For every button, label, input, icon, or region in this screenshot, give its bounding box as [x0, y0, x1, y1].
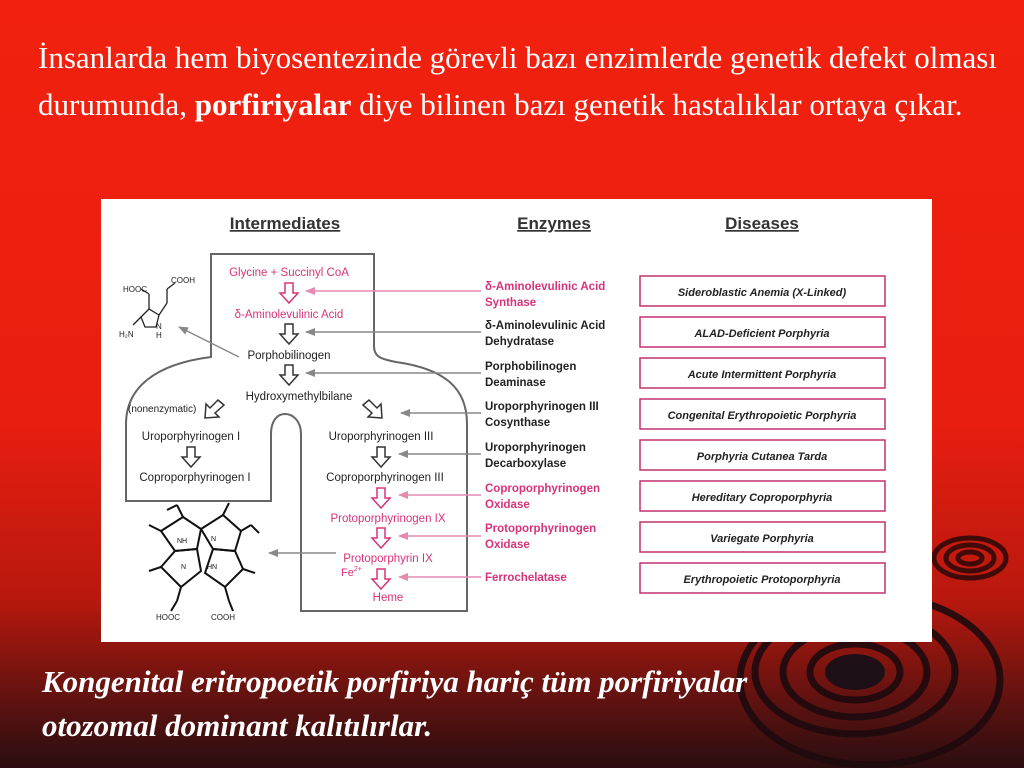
disease-7: Variegate Porphyria — [710, 533, 814, 545]
intermediate-copro3: Coproporphyrinogen III — [326, 472, 444, 484]
step-arrow-8 — [372, 488, 390, 508]
intermediate-glycine: Glycine + Succinyl CoA — [229, 267, 349, 279]
pbg-h2n-label: H₂N — [119, 330, 134, 339]
footer-note: Kongenital eritropoetik porfiriya hariç tüm porfiriyalar otozomal dominant kalıtılırlar. — [42, 664, 748, 743]
intermediate-uro1: Uroporphyrinogen I — [141, 431, 241, 443]
disease-8: Erythropoietic Protoporphyria — [683, 574, 841, 586]
intro-text-2: diye bilinen bazı genetik hastalıklar ortaya çıkar. — [351, 87, 963, 122]
disease-6: Hereditary Coproporphyria — [691, 492, 833, 504]
enzyme-column — [485, 281, 605, 584]
pbg-h-label: H — [156, 331, 162, 340]
intermediate-proto: Protoporphyrin IX — [343, 553, 433, 565]
enzyme-3-line2: Deaminase — [485, 377, 546, 389]
heme-nh-label: NH — [177, 538, 188, 545]
enzyme-1-line1: δ-Aminolevulinic Acid — [485, 281, 606, 293]
disease-3: Acute Intermittent Porphyria — [687, 369, 837, 381]
step-arrow-1 — [280, 283, 298, 303]
step-arrow-3 — [280, 365, 298, 385]
heme-hooc-label: HOOC — [156, 613, 180, 622]
enzyme-5-line1: Uroporphyrinogen — [485, 442, 586, 454]
enzyme-4-line2: Cosynthase — [485, 417, 551, 429]
iron-charge: 2+ — [353, 566, 362, 573]
step-arrow-10 — [372, 569, 390, 589]
pbg-cooh-label: COOH — [171, 276, 195, 285]
disease-4: Congenital Erythropoietic Porphyria — [667, 410, 857, 422]
intermediate-pbg: Porphobilinogen — [247, 350, 331, 362]
iron-symbol: Fe — [341, 567, 354, 579]
intermediate-heme: Heme — [372, 592, 404, 604]
heme-pathway-figure — [101, 199, 932, 642]
disease-column — [640, 276, 885, 593]
intro-text-1: İnsanlarda hem biyosentezinde görevli bazı enzimlerde genetik defekt olması durumunda, — [38, 40, 997, 122]
iron-label — [341, 566, 362, 579]
heme-structure — [149, 503, 259, 611]
step-arrow-7 — [182, 447, 200, 467]
pbg-hooc-label: HOOC — [123, 285, 147, 294]
enzyme-3-line1: Porphobilinogen — [485, 361, 577, 373]
nonenzymatic-label: (nonenzymatic) — [128, 404, 197, 415]
intermediate-protogen: Protoporphyrinogen IX — [330, 513, 446, 525]
enzyme-1-line2: Synthase — [485, 297, 537, 309]
intermediate-ala: δ-Aminolevulinic Acid — [234, 309, 344, 321]
step-arrow-6 — [372, 447, 390, 467]
pbg-n-label: N — [156, 322, 162, 331]
intro-paragraph — [38, 34, 998, 128]
intermediate-hmb: Hydroxymethylbilane — [245, 391, 353, 403]
intro-bold-term: porfiriyalar — [194, 87, 352, 122]
enzyme-2-line2: Dehydratase — [485, 336, 555, 348]
disease-2: ALAD-Deficient Porphyria — [694, 328, 830, 340]
step-arrow-2 — [280, 324, 298, 344]
header-intermediates: Intermediates — [229, 214, 341, 233]
enzyme-5-line2: Decarboxylase — [485, 458, 567, 470]
enzyme-8-line1: Ferrochelatase — [485, 572, 567, 584]
intermediate-uro3: Uroporphyrinogen III — [328, 431, 434, 443]
enzyme-7-line1: Protoporphyrinogen — [485, 523, 597, 535]
enzyme-2-line1: δ-Aminolevulinic Acid — [485, 320, 606, 332]
disease-1: Sideroblastic Anemia (X-Linked) — [677, 287, 847, 299]
step-arrow-5 — [205, 400, 224, 418]
header-diseases: Diseases — [725, 214, 799, 233]
heme-hn-label: HN — [207, 564, 218, 571]
step-arrow-9 — [372, 528, 390, 548]
enzyme-6-line2: Oxidase — [485, 499, 530, 511]
pbg-structure-pointer — [179, 327, 239, 357]
heme-n-top-label: N — [211, 536, 217, 543]
heme-n-bottom-label: N — [181, 564, 187, 571]
enzyme-7-line2: Oxidase — [485, 539, 530, 551]
disease-5: Porphyria Cutanea Tarda — [696, 451, 828, 463]
step-arrow-4 — [363, 400, 382, 418]
enzyme-6-line1: Coproporphyrinogen — [485, 483, 600, 495]
header-enzymes: Enzymes — [517, 214, 591, 233]
intermediate-copro1: Coproporphyrinogen I — [139, 472, 251, 484]
enzyme-4-line1: Uroporphyrinogen III — [485, 401, 599, 413]
heme-cooh-label: COOH — [211, 613, 235, 622]
